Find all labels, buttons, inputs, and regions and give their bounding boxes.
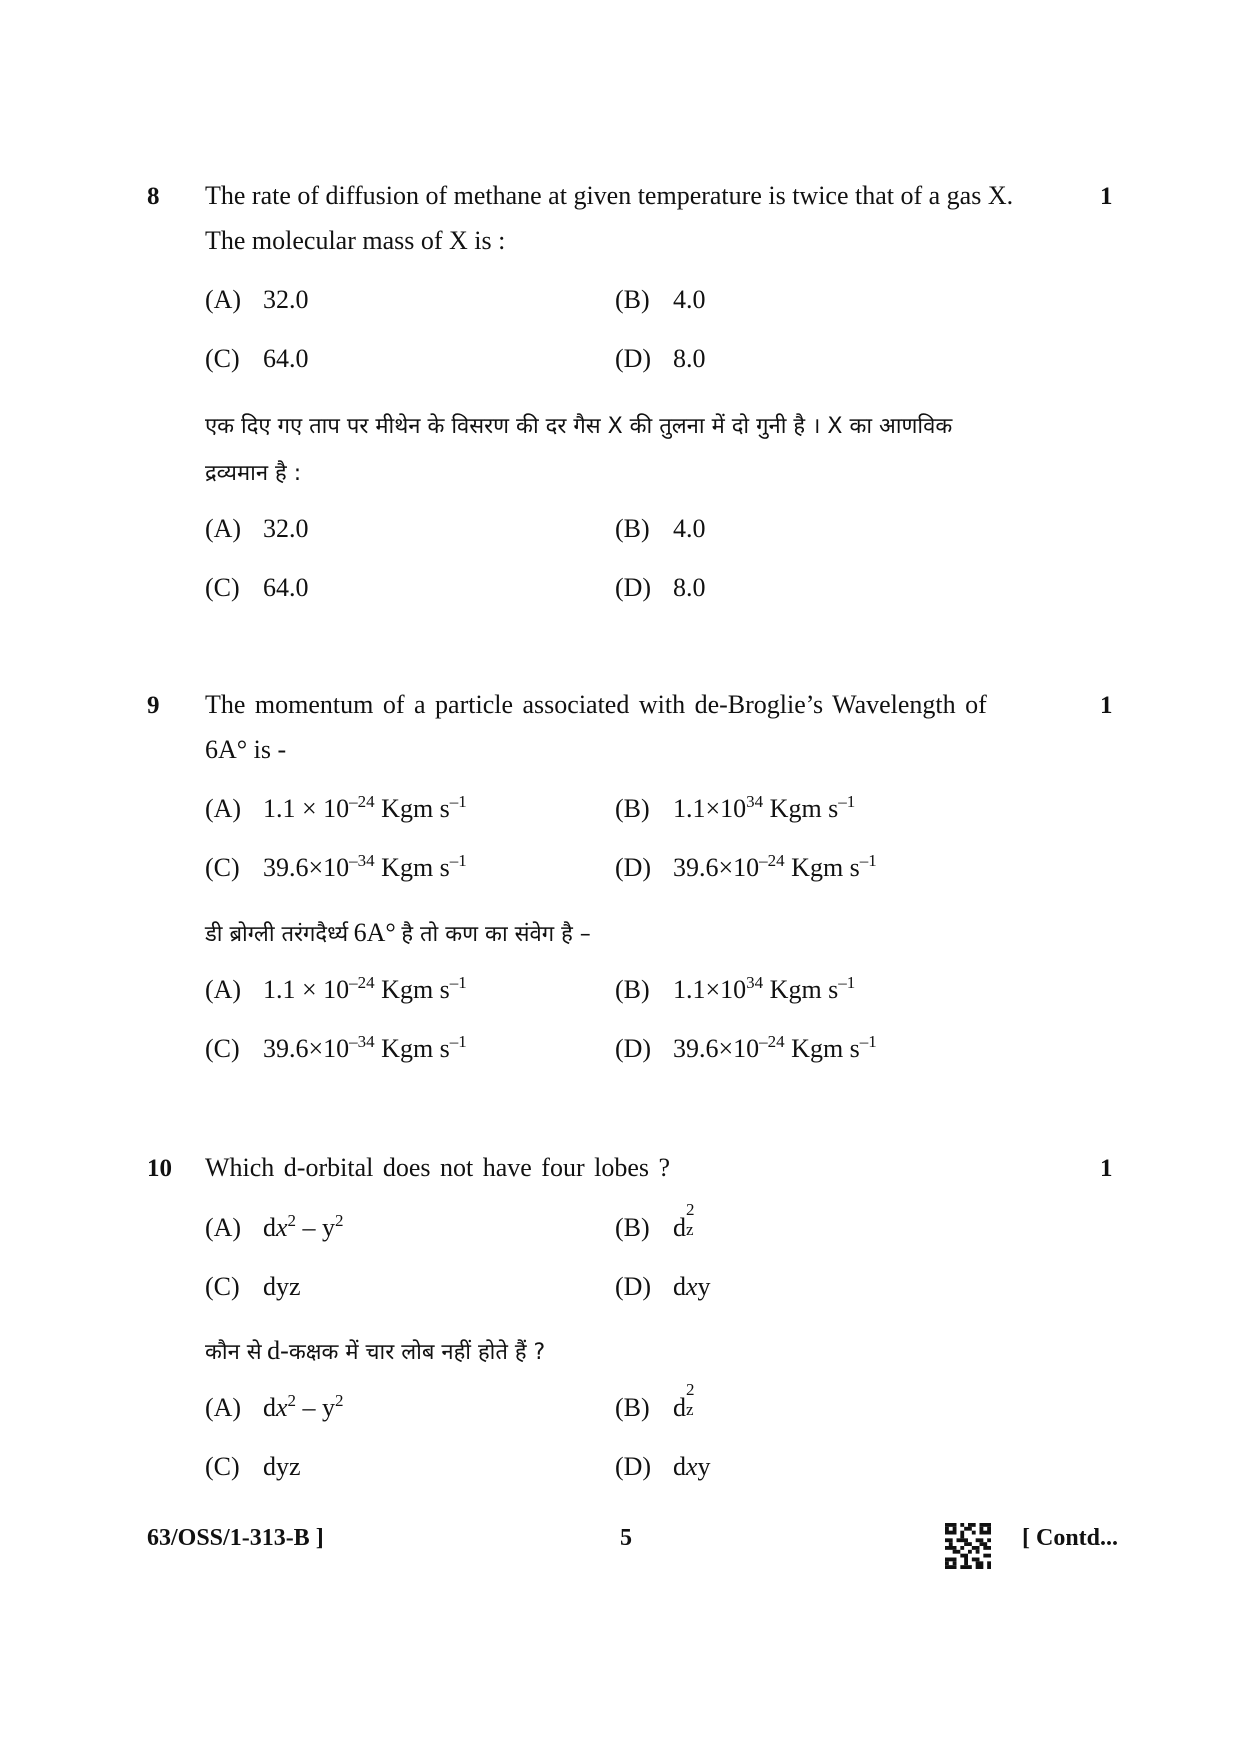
option: (D) 8.0 — [615, 573, 706, 602]
qr-code-icon — [945, 1523, 991, 1569]
option: (B) $1.1\times 10^{34}$ Kgm $s^{-1}$ — [615, 973, 856, 1004]
paper-code: 63/OSS/1-313-B ] — [147, 1525, 324, 1551]
continued-label: [ Contd... — [1022, 1525, 1119, 1551]
question-number: 8 — [147, 183, 160, 210]
question-number: 10 — [147, 1155, 172, 1182]
option: (D) dxy — [615, 1452, 711, 1481]
option: (A) $dx^2 - y^2$ — [205, 1211, 344, 1242]
question-text: 6A° is - — [205, 735, 287, 764]
question-text-hindi: डी ब्रोग्ली तरंगदैर्ध्य 6A° है तो कण का संवेग है – — [205, 918, 591, 947]
question-number: 9 — [147, 692, 160, 719]
question-text: The molecular mass of X is : — [205, 226, 506, 255]
question-marks: 1 — [1100, 692, 1113, 719]
question-marks: 1 — [1100, 1155, 1113, 1182]
question-text-hindi: द्रव्यमान है : — [205, 461, 302, 486]
option: (C) $39.6\times 10^{-34}$ Kgm $s^{-1}$ — [205, 1032, 467, 1063]
option: (C) 64.0 — [205, 573, 309, 602]
option: (A) $1.1 \times 10^{-24}$ Kgm $s^{-1}$ — [205, 792, 467, 823]
option: (B) d 2 z — [615, 1380, 695, 1422]
option: (C) $39.6\times 10^{-34}$ Kgm $s^{-1}$ — [205, 851, 467, 882]
question-text: The rate of diffusion of methane at given temperature is twice that of a gas X. — [205, 181, 1014, 210]
page-number: 5 — [620, 1525, 632, 1551]
option: (D) $39.6\times 10^{-24}$ Kgm $s^{-1}$ — [615, 851, 877, 882]
question-text: Which d-orbital does not have four lobes ? — [205, 1153, 671, 1182]
option: (C) dyz — [205, 1452, 301, 1481]
option: (A) $dx^2 - y^2$ — [205, 1391, 344, 1422]
option: (B) $1.1\times 10^{34}$ Kgm $s^{-1}$ — [615, 792, 856, 823]
option: (D) $39.6\times 10^{-24}$ Kgm $s^{-1}$ — [615, 1032, 877, 1063]
option: (B) 4.0 — [615, 514, 706, 543]
question-text-hindi: कौन से d-कक्षक में चार लोब नहीं होते हैं ? — [205, 1336, 546, 1365]
option: (A) 32.0 — [205, 285, 309, 314]
option: (B) 4.0 — [615, 285, 706, 314]
question-text: The momentum of a particle associated with de-Broglie’s Wavelength of — [205, 690, 987, 719]
option: (A) 32.0 — [205, 514, 309, 543]
option: (C) 64.0 — [205, 344, 309, 373]
option: (B) d 2 z — [615, 1200, 695, 1242]
option: (D) 8.0 — [615, 344, 706, 373]
option: (A) $1.1 \times 10^{-24}$ Kgm $s^{-1}$ — [205, 973, 467, 1004]
question-marks: 1 — [1100, 183, 1113, 210]
option: (C) dyz — [205, 1272, 301, 1301]
option: (D) dxy — [615, 1272, 711, 1301]
question-text-hindi: एक दिए गए ताप पर मीथेन के विसरण की दर गैस X की तुलना में दो गुनी है । X का आणविक — [205, 414, 953, 439]
